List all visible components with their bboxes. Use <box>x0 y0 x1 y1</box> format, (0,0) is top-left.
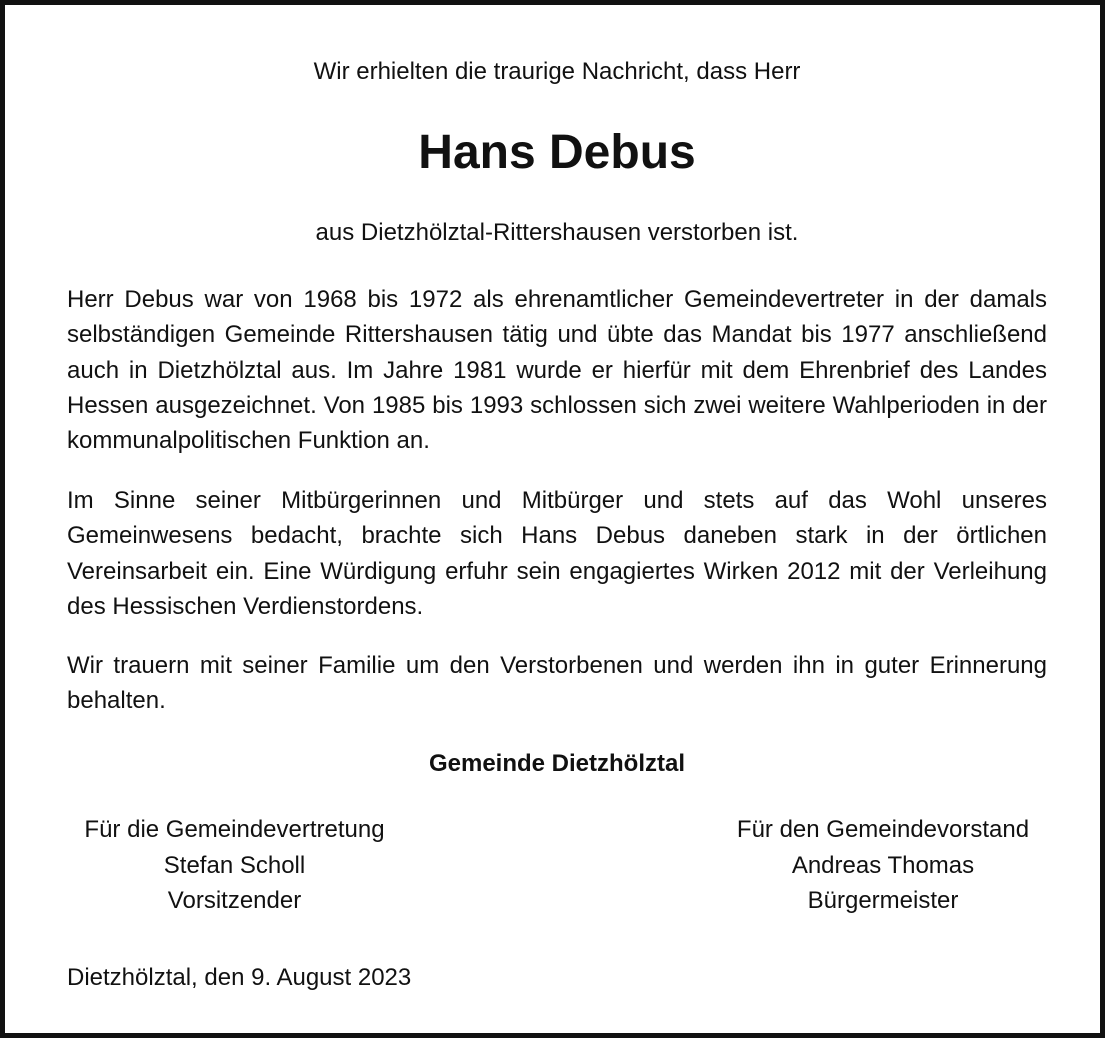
signature-block-board <box>719 812 1047 919</box>
origin-line: aus Dietzhölztal-Rittershausen verstorben ist. <box>315 219 799 246</box>
signature-person: Andreas Thomas <box>791 851 975 879</box>
organization-name: Gemeinde Dietzhölztal <box>428 750 686 777</box>
paragraph-career: Herr Debus war von 1968 bis 1972 als ehrenamtlicher Gemeindevertreter in der damals selbständigen Gemeinde Rittershausen tätig und übte das Mandat bis 1977 anschließend auch in Dietzhölztal aus. Im Jahre 1981 wurde er hierfür mit dem Ehrenbrief des Landes Hessen ausgezeichnet. Von 1985 bis 1993 schlossen sich zwei weitere Wahlperioden in der kommunalpolitischen Funktion an. <box>67 286 1047 455</box>
paragraph-community: Im Sinne seiner Mitbürgerinnen und Mitbürger und stets auf das Wohl unseres Gemeinwesens bedacht, brachte sich Hans Debus daneben stark in der örtlichen Vereinsarbeit ein. Eine Würdigung erfuhr sein engagiertes Wirken 2012 mit der Verleihung des Hessischen Verdienstordens. <box>67 487 1047 620</box>
signature-role: Vorsitzender <box>167 887 302 914</box>
signature-block-council <box>67 812 402 919</box>
deceased-name: Hans Debus <box>418 126 696 179</box>
place-date: Dietzhölztal, den 9. August 2023 <box>67 964 412 991</box>
paragraph-mourning: Wir trauern mit seiner Familie um den Verstorbenen und werden ihn in guter Erinnerung behalten. <box>67 652 1047 715</box>
signature-body: Für die Gemeindevertretung <box>84 816 385 843</box>
signature-person: Stefan Scholl <box>163 851 306 879</box>
intro-line: Wir erhielten die traurige Nachricht, dass Herr <box>313 58 801 85</box>
signature-body: Für den Gemeindevorstand <box>736 816 1030 843</box>
signature-role: Bürgermeister <box>807 887 959 914</box>
